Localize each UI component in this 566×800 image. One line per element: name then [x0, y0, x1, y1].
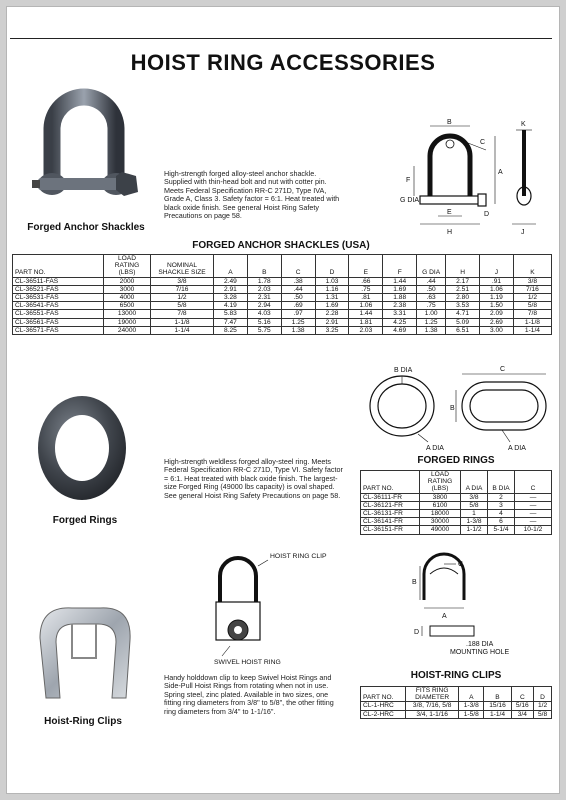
table-cell: 6500: [104, 302, 151, 310]
table-row: [361, 518, 552, 526]
clip-mounting-hole-label: MOUNTING HOLE: [450, 649, 510, 656]
table-cell: 49000: [420, 526, 461, 534]
col-header: D: [534, 687, 552, 702]
dim-label-k: K: [521, 121, 526, 128]
hoist-ring-clip-photo: [26, 598, 146, 708]
table-cell: 1.25: [417, 318, 446, 326]
table-cell: 18000: [420, 510, 461, 518]
table-cell: .75: [349, 285, 383, 293]
table-cell: —: [515, 493, 552, 501]
col-header: PART NO.: [13, 255, 104, 278]
table-cell: 1.78: [247, 277, 281, 285]
table-cell: 1/2: [151, 294, 214, 302]
table-cell: 4: [488, 510, 515, 518]
table-cell: 1.31: [315, 294, 349, 302]
table-cell: 5/16: [511, 702, 534, 710]
dim-label-a: A: [498, 169, 503, 176]
shackle-table: [12, 254, 552, 335]
table-cell: 5.16: [247, 318, 281, 326]
table-cell: 3/8: [513, 277, 551, 285]
ring-table: [360, 470, 552, 535]
table-row: [13, 294, 552, 302]
table-cell: 2.03: [247, 285, 281, 293]
clip-table-header-row: [361, 687, 552, 702]
table-cell: 1.38: [281, 326, 315, 334]
table-cell: CL-36121-FR: [361, 501, 420, 509]
table-cell: 2.69: [480, 318, 514, 326]
table-cell: 3.00: [480, 326, 514, 334]
table-cell: .91: [480, 277, 514, 285]
table-cell: 8.25: [214, 326, 248, 334]
table-cell: 19000: [104, 318, 151, 326]
col-header: J: [480, 255, 514, 278]
table-cell: .38: [281, 277, 315, 285]
table-cell: 5/8: [534, 710, 552, 718]
col-header: A: [459, 687, 484, 702]
table-cell: 6100: [420, 501, 461, 509]
table-cell: 1.81: [349, 318, 383, 326]
table-cell: 13000: [104, 310, 151, 318]
col-header: B: [484, 687, 511, 702]
table-cell: CL-2-HRC: [361, 710, 406, 718]
table-cell: 5/8: [151, 302, 214, 310]
table-cell: 3.31: [383, 310, 417, 318]
table-cell: 2.91: [214, 285, 248, 293]
table-cell: 2.94: [247, 302, 281, 310]
table-cell: 4000: [104, 294, 151, 302]
table-cell: .97: [281, 310, 315, 318]
col-header: E: [349, 255, 383, 278]
table-cell: .44: [417, 277, 446, 285]
col-header: D: [315, 255, 349, 278]
header-rule: [10, 38, 552, 39]
ring-caption: Forged Rings: [52, 515, 118, 526]
table-row: [13, 277, 552, 285]
table-cell: CL-36571-FAS: [13, 326, 104, 334]
ring-description: High-strength weldless forged alloy-steel ring. Meets Federal Specification RR-C 271D, Type VI. Safety factor = 6:1. Heat treated with black oxide finish. The largest-size Forged Ring (49000 lbs capacity) is oval shaped. See general Hoist Ring Safety Precautions on page 58.: [164, 457, 343, 500]
table-cell: .75: [417, 302, 446, 310]
table-row: [361, 510, 552, 518]
col-header: B: [247, 255, 281, 278]
table-cell: 1.88: [383, 294, 417, 302]
table-cell: 15/16: [484, 702, 511, 710]
table-cell: 1-3/8: [459, 702, 484, 710]
table-cell: .81: [349, 294, 383, 302]
ring-table-header-row: [361, 471, 552, 494]
table-cell: 1-1/4: [513, 326, 551, 334]
table-cell: CL-36541-FAS: [13, 302, 104, 310]
table-cell: 3000: [104, 285, 151, 293]
table-cell: CL-36521-FAS: [13, 285, 104, 293]
col-header: A: [214, 255, 248, 278]
table-cell: CL-36141-FR: [361, 518, 420, 526]
table-cell: 1.69: [383, 285, 417, 293]
clip-label-d: D: [414, 629, 420, 636]
table-cell: 2.31: [247, 294, 281, 302]
col-header: PART NO.: [361, 687, 406, 702]
swivel-hoist-ring-label: SWIVEL HOIST RING: [214, 659, 281, 666]
table-cell: 2: [488, 493, 515, 501]
table-cell: 1.69: [315, 302, 349, 310]
ring-label-a-dia-oval: A DIA: [508, 445, 526, 452]
table-cell: 5/8: [513, 302, 551, 310]
ring-label-c: C: [500, 366, 506, 373]
table-cell: 3/4, 1-1/16: [406, 710, 459, 718]
ring-label-b-dia: B DIA: [394, 367, 413, 374]
table-cell: 4.19: [214, 302, 248, 310]
col-header: B DIA: [488, 471, 515, 494]
table-cell: 5.75: [247, 326, 281, 334]
col-header: LOAD RATING (LBS): [104, 255, 151, 278]
table-cell: .63: [417, 294, 446, 302]
table-cell: 2.17: [446, 277, 480, 285]
table-cell: CL-36551-FAS: [13, 310, 104, 318]
table-cell: .50: [281, 294, 315, 302]
shackle-caption: Forged Anchor Shackles: [27, 222, 145, 233]
table-row: [13, 310, 552, 318]
forged-ring-photo: [32, 388, 132, 506]
table-cell: 5.83: [214, 310, 248, 318]
table-cell: CL-36151-FR: [361, 526, 420, 534]
table-cell: .69: [281, 302, 315, 310]
col-header: NOMINAL SHACKLE SIZE: [151, 255, 214, 278]
clip-table: [360, 686, 552, 719]
table-cell: 4.25: [383, 318, 417, 326]
clip-caption: Hoist-Ring Clips: [44, 716, 122, 727]
table-cell: 3.53: [446, 302, 480, 310]
table-cell: 7/16: [513, 285, 551, 293]
table-cell: 7/16: [151, 285, 214, 293]
table-cell: 1.00: [417, 310, 446, 318]
table-cell: 1-1/4: [484, 710, 511, 718]
table-cell: 1.50: [480, 302, 514, 310]
col-header: K: [513, 255, 551, 278]
clip-description: Handy holddown clip to keep Swivel Hoist Rings and Side-Pull Hoist Rings from rotating when not in use. Spring steel, zinc plated. Available in two sizes, one fitting ring diameters from 3/8" to 5/8", the other fitting ring diameters from 3/4" to 1-1/16".: [164, 673, 334, 716]
table-cell: 7/8: [151, 310, 214, 318]
table-row: [361, 702, 552, 710]
col-header: H: [446, 255, 480, 278]
col-header: LOAD RATING (LBS): [420, 471, 461, 494]
col-header: FITS RING DIAMETER: [406, 687, 459, 702]
dim-label-g-dia: G DIA: [400, 197, 420, 204]
table-cell: 1.25: [281, 318, 315, 326]
table-cell: 1.16: [315, 285, 349, 293]
table-cell: 4.03: [247, 310, 281, 318]
table-row: [13, 285, 552, 293]
table-cell: 2.09: [480, 310, 514, 318]
table-cell: 3800: [420, 493, 461, 501]
col-header: PART NO.: [361, 471, 420, 494]
page-title: HOIST RING ACCESSORIES: [130, 50, 436, 75]
table-cell: 6.51: [446, 326, 480, 334]
table-cell: 1.06: [480, 285, 514, 293]
table-cell: 1.03: [315, 277, 349, 285]
dim-label-h: H: [447, 229, 453, 236]
shackle-table-header-row: [13, 255, 552, 278]
table-cell: 1.06: [349, 302, 383, 310]
table-cell: 1/2: [534, 702, 552, 710]
ring-table-title: FORGED RINGS: [417, 455, 495, 466]
col-header: A DIA: [461, 471, 488, 494]
clip-table-title: HOIST-RING CLIPS: [410, 670, 502, 681]
table-row: [361, 526, 552, 534]
shackle-description: High-strength forged alloy-steel anchor shackle. Supplied with thin-head bolt and nut with cotter pin. Meets Federal Specification RR-C 271D, Type IVA, Grade A, Class 3. Safety factor = 6:1. Heat treated with black oxide finish. See general Hoist Ring Safety Precautions on page 58.: [164, 169, 340, 221]
dim-label-b: B: [447, 119, 452, 126]
table-cell: 1-1/8: [513, 318, 551, 326]
forged-ring-diagram: [362, 360, 552, 460]
table-cell: 3/8: [461, 493, 488, 501]
ring-label-a-dia: A DIA: [426, 445, 444, 452]
table-row: [361, 501, 552, 509]
table-cell: 4.69: [383, 326, 417, 334]
table-cell: 2.28: [315, 310, 349, 318]
dim-label-j: J: [521, 229, 525, 236]
table-cell: 10-1/2: [515, 526, 552, 534]
table-cell: 1-1/2: [461, 526, 488, 534]
dim-label-c: C: [480, 139, 486, 146]
table-cell: 6: [488, 518, 515, 526]
clip-label-a: A: [442, 613, 447, 620]
shackle-table-title: FORGED ANCHOR SHACKLES (USA): [192, 240, 370, 251]
clip-label-b: B: [412, 579, 417, 586]
table-cell: 3/4: [511, 710, 534, 718]
clip-hole-label: .188 DIA: [466, 641, 494, 648]
table-cell: 5.09: [446, 318, 480, 326]
table-cell: .44: [281, 285, 315, 293]
table-cell: .50: [417, 285, 446, 293]
table-cell: 30000: [420, 518, 461, 526]
dim-label-e: E: [447, 209, 452, 216]
table-cell: CL-36111-FR: [361, 493, 420, 501]
table-cell: 1-1/4: [151, 326, 214, 334]
table-cell: .66: [349, 277, 383, 285]
anchor-shackle-photo: [30, 84, 140, 219]
dim-label-f: F: [406, 177, 411, 184]
table-cell: 1.38: [417, 326, 446, 334]
table-cell: 2.03: [349, 326, 383, 334]
table-cell: 2.91: [315, 318, 349, 326]
table-cell: 7.47: [214, 318, 248, 326]
col-header: C: [515, 471, 552, 494]
table-cell: CL-36511-FAS: [13, 277, 104, 285]
table-cell: 1.44: [349, 310, 383, 318]
table-cell: 2.49: [214, 277, 248, 285]
swivel-hoist-ring-drawing: [200, 546, 340, 670]
table-cell: 1/2: [513, 294, 551, 302]
table-cell: 2.38: [383, 302, 417, 310]
table-row: [361, 493, 552, 501]
col-header: F: [383, 255, 417, 278]
table-cell: 3/8, 7/16, 5/8: [406, 702, 459, 710]
col-header: C: [511, 687, 534, 702]
table-cell: 5/8: [461, 501, 488, 509]
table-row: [13, 318, 552, 326]
table-row: [361, 710, 552, 718]
table-cell: 3/8: [151, 277, 214, 285]
table-cell: 7/8: [513, 310, 551, 318]
table-cell: 1.44: [383, 277, 417, 285]
table-cell: 24000: [104, 326, 151, 334]
table-cell: 5-1/4: [488, 526, 515, 534]
table-cell: 1: [461, 510, 488, 518]
ring-label-b: B: [450, 405, 455, 412]
table-cell: 4.71: [446, 310, 480, 318]
table-row: [13, 326, 552, 334]
table-cell: 3.28: [214, 294, 248, 302]
table-cell: 1-3/8: [461, 518, 488, 526]
table-cell: 3.25: [315, 326, 349, 334]
table-cell: CL-36561-FAS: [13, 318, 104, 326]
table-cell: 1-1/8: [151, 318, 214, 326]
table-cell: 2.80: [446, 294, 480, 302]
clip-label-c: C: [458, 561, 464, 568]
table-cell: 1.19: [480, 294, 514, 302]
table-cell: —: [515, 501, 552, 509]
table-cell: CL-1-HRC: [361, 702, 406, 710]
clip-dimension-diagram: [400, 556, 520, 656]
col-header: C: [281, 255, 315, 278]
shackle-dimension-diagram: [400, 116, 550, 236]
table-cell: CL-36131-FR: [361, 510, 420, 518]
col-header: G DIA: [417, 255, 446, 278]
table-cell: —: [515, 510, 552, 518]
table-cell: 2.51: [446, 285, 480, 293]
dim-label-d: D: [484, 211, 490, 218]
table-cell: 3: [488, 501, 515, 509]
table-cell: —: [515, 518, 552, 526]
table-row: [13, 302, 552, 310]
table-cell: 1-5/8: [459, 710, 484, 718]
table-cell: CL-36531-FAS: [13, 294, 104, 302]
hoist-ring-clip-label: HOIST RING CLIP: [270, 553, 327, 560]
table-cell: 2000: [104, 277, 151, 285]
